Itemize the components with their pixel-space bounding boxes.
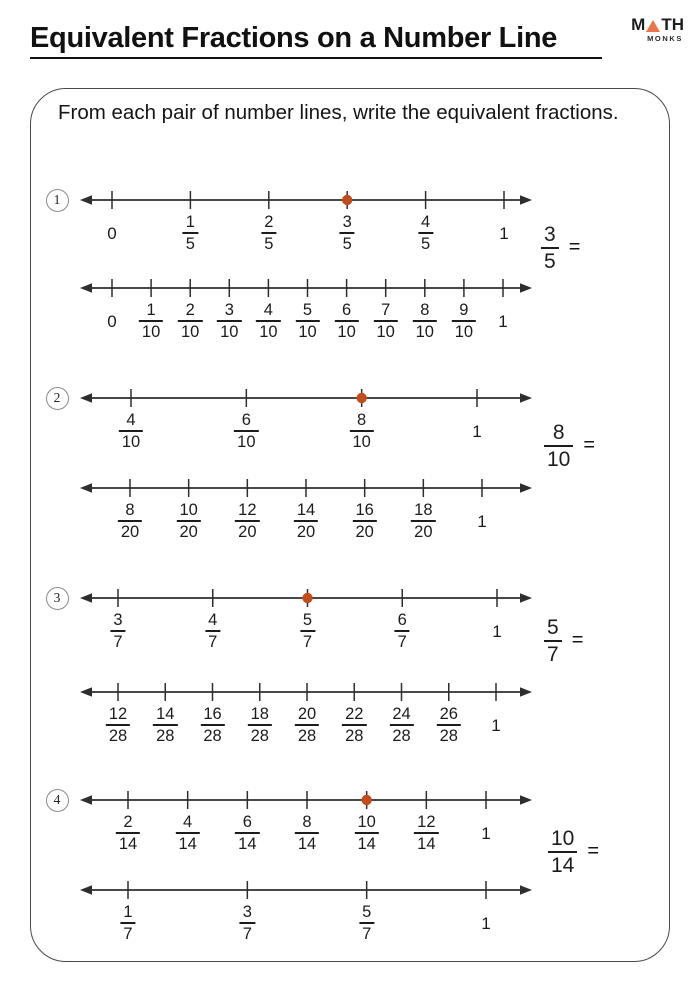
fraction-denominator: 5 bbox=[421, 235, 431, 254]
fraction-numerator: 22 bbox=[345, 705, 364, 723]
fraction-denominator: 14 bbox=[551, 853, 575, 877]
number-line bbox=[80, 389, 532, 407]
arrowhead-left-icon bbox=[80, 687, 92, 697]
fraction-numerator: 6 bbox=[242, 813, 252, 831]
tick-label-integer: 1 bbox=[491, 716, 501, 735]
fraction-numerator: 4 bbox=[183, 813, 193, 831]
fraction-numerator: 24 bbox=[392, 705, 411, 723]
fraction-numerator: 1 bbox=[185, 213, 195, 231]
fraction-denominator: 10 bbox=[181, 323, 200, 342]
fraction-numerator: 20 bbox=[297, 705, 317, 723]
tick-label-integer: 1 bbox=[481, 914, 491, 933]
fraction-numerator: 6 bbox=[341, 301, 352, 319]
fraction-numerator: 6 bbox=[241, 411, 251, 429]
fraction-denominator: 20 bbox=[414, 523, 433, 542]
fraction-denominator: 5 bbox=[185, 235, 195, 254]
arrowhead-left-icon bbox=[80, 195, 92, 205]
fraction-denominator: 10 bbox=[121, 433, 141, 452]
fraction-numerator: 12 bbox=[238, 501, 257, 519]
fraction-denominator: 7 bbox=[123, 925, 133, 944]
fraction-numerator: 3 bbox=[113, 611, 123, 629]
fraction-denominator: 20 bbox=[120, 523, 140, 542]
fraction-numerator: 8 bbox=[302, 813, 312, 831]
fraction-numerator: 8 bbox=[125, 501, 135, 519]
fraction-denominator: 28 bbox=[392, 727, 411, 746]
fraction-denominator: 5 bbox=[544, 249, 556, 273]
fraction-numerator: 3 bbox=[544, 223, 556, 247]
fraction-numerator: 12 bbox=[108, 705, 128, 723]
fraction-denominator: 10 bbox=[141, 323, 161, 342]
answer-equals-sign: = bbox=[571, 629, 584, 652]
number-line bbox=[80, 479, 532, 497]
fraction-denominator: 28 bbox=[156, 727, 175, 746]
fraction-denominator: 20 bbox=[238, 523, 257, 542]
number-line bbox=[80, 589, 532, 607]
tick-label-integer: 1 bbox=[481, 824, 491, 843]
tick-label-integer: 1 bbox=[477, 512, 487, 531]
fraction-denominator: 28 bbox=[250, 727, 269, 746]
fraction-numerator: 10 bbox=[357, 813, 376, 831]
fraction-numerator: 3 bbox=[342, 213, 352, 231]
fraction-denominator: 14 bbox=[297, 835, 317, 854]
problem-number-badge: 4 bbox=[46, 789, 69, 812]
answer-equals-sign: = bbox=[568, 236, 581, 259]
fraction-numerator: 4 bbox=[263, 301, 273, 319]
fraction-denominator: 10 bbox=[259, 323, 278, 342]
fraction-numerator: 8 bbox=[420, 301, 430, 319]
fraction-numerator: 14 bbox=[296, 501, 316, 519]
fraction-numerator: 3 bbox=[224, 301, 234, 319]
fraction-denominator: 20 bbox=[296, 523, 316, 542]
fraction-denominator: 28 bbox=[203, 727, 222, 746]
tick-label-integer: 0 bbox=[107, 224, 117, 243]
fraction-numerator: 4 bbox=[421, 213, 431, 231]
tick-label-integer: 1 bbox=[492, 622, 502, 641]
marked-point-dot bbox=[361, 795, 371, 805]
number-line bbox=[80, 791, 532, 809]
arrowhead-right-icon bbox=[520, 195, 532, 205]
fraction-denominator: 20 bbox=[179, 523, 198, 542]
fraction-denominator: 10 bbox=[415, 323, 434, 342]
answer-equals-sign: = bbox=[583, 434, 596, 457]
number-line bbox=[80, 881, 532, 899]
marked-point-dot bbox=[356, 393, 366, 403]
fraction-denominator: 7 bbox=[547, 642, 559, 666]
fraction-numerator: 16 bbox=[203, 705, 222, 723]
fraction-numerator: 5 bbox=[302, 611, 313, 629]
arrowhead-right-icon bbox=[520, 283, 532, 293]
fraction-denominator: 7 bbox=[362, 925, 372, 944]
fraction-numerator: 2 bbox=[264, 213, 274, 231]
answer-equals-sign: = bbox=[587, 840, 600, 863]
number-line bbox=[80, 683, 532, 701]
fraction-denominator: 10 bbox=[454, 323, 474, 342]
arrowhead-left-icon bbox=[80, 593, 92, 603]
marked-point-dot bbox=[342, 195, 352, 205]
arrowhead-left-icon bbox=[80, 393, 92, 403]
fraction-denominator: 28 bbox=[439, 727, 458, 746]
fraction-denominator: 10 bbox=[376, 323, 395, 342]
fraction-numerator: 18 bbox=[250, 705, 269, 723]
fraction-denominator: 7 bbox=[208, 633, 218, 652]
fraction-numerator: 6 bbox=[397, 611, 407, 629]
fraction-denominator: 10 bbox=[352, 433, 371, 452]
fraction-denominator: 7 bbox=[113, 633, 123, 652]
fraction-numerator: 12 bbox=[417, 813, 436, 831]
fraction-denominator: 28 bbox=[345, 727, 364, 746]
fraction-numerator: 3 bbox=[242, 903, 252, 921]
arrowhead-right-icon bbox=[520, 687, 532, 697]
fraction-denominator: 14 bbox=[357, 835, 376, 854]
fraction-numerator: 7 bbox=[381, 301, 391, 319]
fraction-numerator: 2 bbox=[123, 813, 133, 831]
fraction-numerator: 16 bbox=[355, 501, 374, 519]
fraction-denominator: 5 bbox=[342, 235, 352, 254]
fraction-denominator: 10 bbox=[547, 447, 571, 471]
arrowhead-left-icon bbox=[80, 885, 92, 895]
fraction-denominator: 5 bbox=[264, 235, 274, 254]
fraction-numerator: 8 bbox=[552, 421, 565, 445]
instruction-text: From each pair of number lines, write the equivalent fractions. bbox=[58, 101, 619, 124]
fraction-numerator: 4 bbox=[208, 611, 218, 629]
fraction-numerator: 5 bbox=[362, 903, 372, 921]
fraction-denominator: 14 bbox=[178, 835, 197, 854]
arrowhead-left-icon bbox=[80, 283, 92, 293]
fraction-numerator: 4 bbox=[126, 411, 136, 429]
fraction-denominator: 10 bbox=[237, 433, 256, 452]
arrowhead-right-icon bbox=[520, 885, 532, 895]
fraction-denominator: 10 bbox=[337, 323, 356, 342]
arrowhead-right-icon bbox=[520, 593, 532, 603]
fraction-numerator: 14 bbox=[156, 705, 175, 723]
tick-label-integer: 0 bbox=[107, 312, 117, 331]
page-title: Equivalent Fractions on a Number Line bbox=[30, 22, 558, 54]
logo-letters-th: TH bbox=[661, 15, 684, 34]
fraction-denominator: 28 bbox=[108, 727, 128, 746]
fraction-numerator: 8 bbox=[357, 411, 367, 429]
fraction-denominator: 14 bbox=[417, 835, 436, 854]
fraction-numerator: 5 bbox=[302, 301, 313, 319]
fraction-denominator: 14 bbox=[238, 835, 257, 854]
number-line bbox=[80, 191, 532, 209]
fraction-denominator: 14 bbox=[118, 835, 138, 854]
problem-number-badge: 1 bbox=[46, 189, 69, 212]
fraction-numerator: 10 bbox=[551, 827, 575, 851]
tick-label-integer: 1 bbox=[499, 224, 509, 243]
tick-label-integer: 1 bbox=[472, 422, 482, 441]
fraction-denominator: 10 bbox=[298, 323, 317, 342]
arrowhead-left-icon bbox=[80, 795, 92, 805]
fraction-numerator: 2 bbox=[185, 301, 195, 319]
arrowhead-right-icon bbox=[520, 393, 532, 403]
fraction-numerator: 1 bbox=[123, 903, 133, 921]
problem-number-badge: 2 bbox=[46, 387, 69, 410]
number-line bbox=[80, 279, 532, 297]
fraction-denominator: 7 bbox=[242, 925, 252, 944]
arrowhead-left-icon bbox=[80, 483, 92, 493]
marked-point-dot bbox=[302, 593, 312, 603]
logo-letter-m: M bbox=[631, 15, 646, 34]
arrowhead-right-icon bbox=[520, 483, 532, 493]
fraction-denominator: 10 bbox=[220, 323, 239, 342]
logo-subtitle: MONKS bbox=[647, 34, 683, 43]
fraction-numerator: 1 bbox=[146, 301, 156, 319]
fraction-denominator: 7 bbox=[397, 633, 407, 652]
fraction-numerator: 26 bbox=[439, 705, 458, 723]
fraction-numerator: 5 bbox=[547, 616, 559, 640]
fraction-denominator: 20 bbox=[355, 523, 374, 542]
fraction-numerator: 9 bbox=[459, 301, 469, 319]
fraction-numerator: 18 bbox=[414, 501, 433, 519]
fraction-numerator: 10 bbox=[179, 501, 198, 519]
fraction-denominator: 7 bbox=[302, 633, 313, 652]
fraction-denominator: 28 bbox=[297, 727, 317, 746]
problem-number-badge: 3 bbox=[46, 587, 69, 610]
arrowhead-right-icon bbox=[520, 795, 532, 805]
tick-label-integer: 1 bbox=[498, 312, 508, 331]
